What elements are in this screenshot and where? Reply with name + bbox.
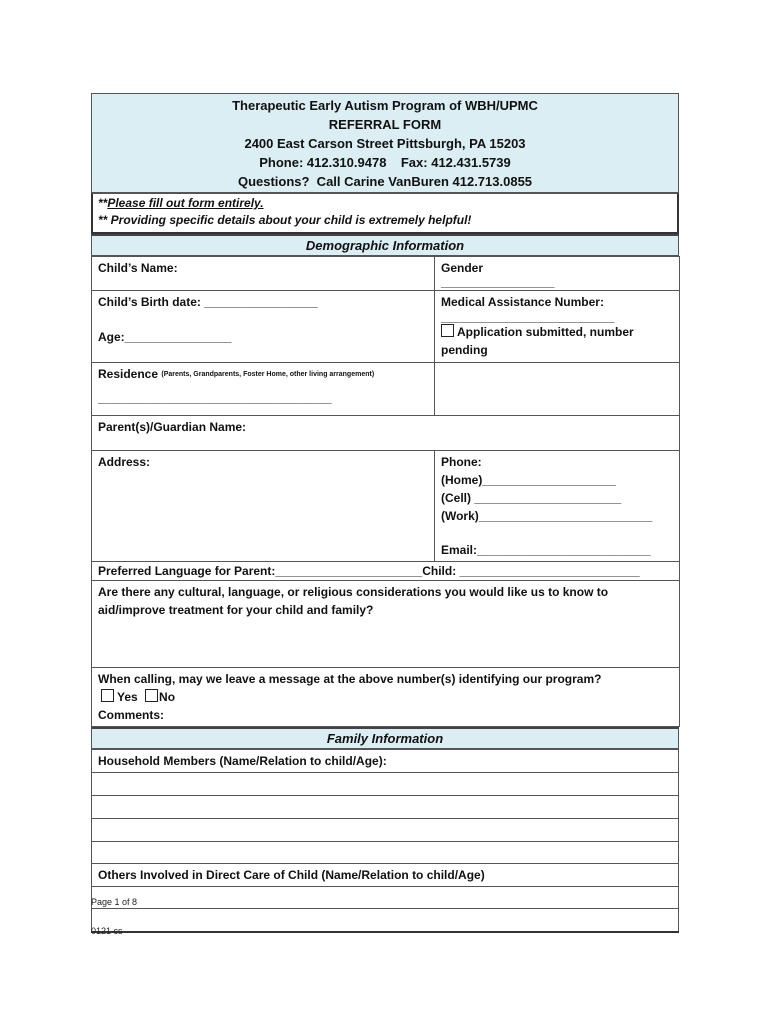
others-row-2[interactable] [92,909,679,933]
household-row-1[interactable] [92,773,679,796]
form-code: 0121 cs [91,926,123,936]
considerations-field[interactable]: Are there any cultural, language, or religious considerations you would like us to know to aid/improve treatment for your child and family? [92,581,680,668]
household-row-2[interactable] [92,796,679,819]
form-title: REFERRAL FORM [328,117,442,132]
home-phone-field[interactable]: (Home)____________________ [441,473,616,487]
work-phone-field[interactable]: (Work)__________________________ [441,509,653,523]
family-table [91,749,679,933]
birth-date-field[interactable]: Child’s Birth date: _________________ [98,295,318,309]
calling-options [98,688,673,706]
questions-line: Questions? Call Carine VanBuren 412.713.0855 [237,174,533,189]
family-section-title: Family Information [91,727,679,749]
instruction-fill-out: **Please fill out form entirely. [98,196,264,210]
no-label: No [159,690,176,704]
address-line: 2400 East Carson Street Pittsburgh, PA 15203 [244,136,526,151]
phone-fax-line: Phone: 412.310.9478 Fax: 412.431.5739 [259,155,511,170]
others-involved-label: Others Involved in Direct Care of Child (Name/Relation to child/Age) [92,864,679,887]
yes-checkbox[interactable] [101,689,114,702]
instruction-details: ** Providing specific details about your child is extremely helpful! [98,213,472,227]
birth-age-cell [92,291,435,363]
yes-label: Yes [117,690,138,704]
calling-cell [92,668,680,727]
program-title: Therapeutic Early Autism Program of WBH/UPMC [232,98,538,113]
email-field[interactable]: Email:__________________________ [441,543,651,557]
ma-number-field[interactable]: __________________________ [441,310,615,324]
cell-phone-field[interactable]: (Cell) ______________________ [441,491,622,505]
instructions [91,193,679,234]
childs-name-field[interactable]: Child’s Name: [92,257,435,291]
referral-form [91,93,679,933]
household-row-4[interactable] [92,842,679,864]
preferred-language-field[interactable]: Preferred Language for Parent:______________________Child: ___________________________ [92,562,680,581]
form-header [91,93,679,193]
residence-hint: (Parents, Grandparents, Foster Home, other living arrangement) [161,370,375,378]
age-field[interactable]: Age:________________ [98,330,232,344]
application-checkbox[interactable] [441,324,454,337]
phone-label: Phone: [441,455,482,469]
others-row-1[interactable] [92,887,679,909]
comments-field[interactable]: Comments: [98,708,165,722]
demographic-section-title: Demographic Information [91,234,679,256]
application-submitted-option[interactable]: Application submitted, number pending [441,325,634,357]
gender-field[interactable]: Gender _________________ [435,257,680,291]
address-field[interactable]: Address: [92,451,435,562]
guardian-name-field[interactable]: Parent(s)/Guardian Name: [92,416,680,451]
page-number: Page 1 of 8 [91,897,138,907]
phone-cell [435,451,680,562]
calling-question: When calling, may we leave a message at the above number(s) identifying our program? [98,672,602,686]
household-row-3[interactable] [92,819,679,842]
no-checkbox[interactable] [145,689,158,702]
demographic-table [91,256,680,727]
residence-blank-cell [435,363,680,416]
ma-number-label: Medical Assistance Number: [441,295,604,309]
ma-cell [435,291,680,363]
residence-field[interactable]: Residence (Parents, Grandparents, Foster Home, other living arrangement) ___________________________________ [92,363,435,416]
household-members-label: Household Members (Name/Relation to child/Age): [92,750,679,773]
